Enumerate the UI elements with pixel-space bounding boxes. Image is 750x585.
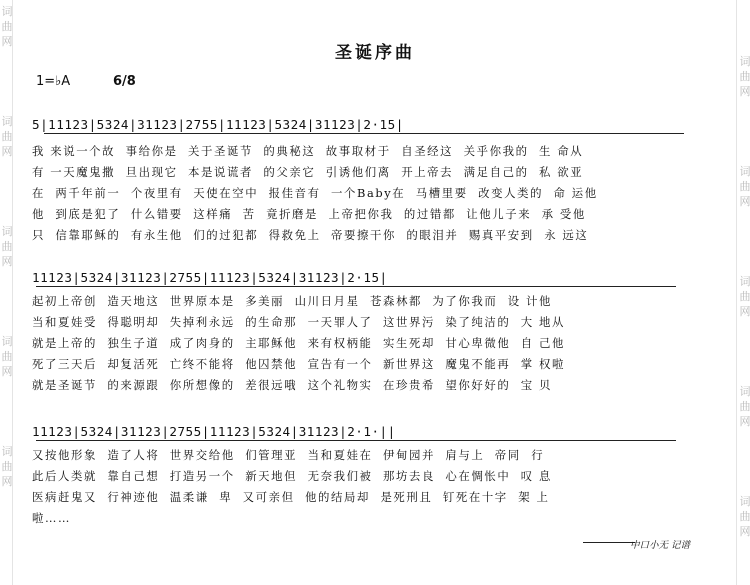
watermark-right-5: 词 曲 网 [739, 495, 750, 538]
beam-line-3 [36, 440, 676, 441]
watermark-left-3: 词 曲 网 [1, 225, 13, 268]
watermark-right-2: 词 曲 网 [739, 165, 750, 208]
lyric-line-1-1: 我 来说一个故 事给你是 关于圣诞节 的典秘这 故事取材于 自圣经这 关乎你我的 生 命从 [32, 144, 584, 158]
notation-line-1: 5|11123|5324|31123|2755|11123|5324|31123|2·15| [32, 117, 404, 132]
beam-line-2 [36, 286, 676, 287]
lyric-line-1-5: 只 信靠耶稣的 有永生他 们的过犯都 得救免上 帝要擦干你 的眼泪并 赐真平安到 永 远这 [32, 228, 589, 242]
key-signature: 1=♭A [36, 74, 71, 89]
transcriber-credit: 中口小无 记谱 [629, 540, 690, 551]
lyric-line-2-1: 起初上帝创 造天地这 世界原本是 多美丽 山川日月星 苍森林都 为了你我而 设 计他 [32, 294, 552, 308]
watermark-left-2: 词 曲 网 [1, 115, 13, 158]
lyric-line-2-4: 死了三天后 却复活死 亡终不能将 他囚禁他 宣告有一个 新世界这 魔鬼不能再 掌 权啦 [32, 357, 565, 371]
notation-line-2: 11123|5324|31123|2755|11123|5324|31123|2·15| [32, 270, 388, 285]
watermark-right-1: 词 曲 网 [739, 55, 750, 98]
right-margin-line [736, 0, 737, 585]
watermark-left-1: 词 曲 网 [1, 5, 13, 48]
lyric-line-1-4: 他 到底是犯了 什么错要 这样痛 苦 竟折磨是 上帝把你我 的过错都 让他儿子来 承 受他 [32, 207, 586, 221]
watermark-left-4: 词 曲 网 [1, 335, 13, 378]
score-title: 圣诞序曲 [335, 43, 415, 63]
left-margin-line [12, 0, 13, 585]
lyric-line-3-2: 此后人类就 靠自己想 打造另一个 新天地但 无奈我们被 那坊去良 心在惆怅中 叹 息 [32, 469, 552, 483]
credit-rule [583, 542, 635, 543]
lyric-line-2-5: 就是圣诞节 的来源跟 你所想像的 差很远哦 这个礼物实 在珍贵希 望你好好的 宝 贝 [32, 378, 552, 392]
time-signature: 6/8 [113, 74, 136, 89]
lyric-line-2-3: 就是上帝的 独生子道 成了肉身的 主耶稣他 来有权柄能 实生死却 甘心卑微他 自 己他 [32, 336, 565, 350]
watermark-left-5: 词 曲 网 [1, 445, 13, 488]
notation-line-3: 11123|5324|31123|2755|11123|5324|31123|2·1·|| [32, 424, 396, 439]
lyric-line-2-2: 当和夏娃受 得聪明却 失掉利永远 的生命那 一天罪人了 这世界污 染了纯洁的 大 地从 [32, 315, 565, 329]
watermark-right-4: 词 曲 网 [739, 385, 750, 428]
lyric-line-3-3: 医病赶鬼又 行神迹他 温柔谦 卑 又可亲但 他的结局却 是死刑且 钉死在十字 架 上 [32, 490, 550, 504]
beam-line-1 [44, 133, 684, 134]
lyric-line-3-4: 啦…… [32, 511, 71, 525]
lyric-line-3-1: 又按他形象 造了人将 世界交给他 们管理亚 当和夏娃在 伊甸园并 肩与上 帝同 行 [32, 448, 545, 462]
watermark-right-3: 词 曲 网 [739, 275, 750, 318]
lyric-line-1-3: 在 两千年前一 个夜里有 天使在空中 报佳音有 一个Baby在 马槽里要 改变人类的 命 运他 [32, 186, 598, 200]
lyric-line-1-2: 有 一天魔鬼撒 旦出现它 本是说谎者 的父亲它 引诱他们离 开上帝去 满足自己的 私 欲亚 [32, 165, 584, 179]
